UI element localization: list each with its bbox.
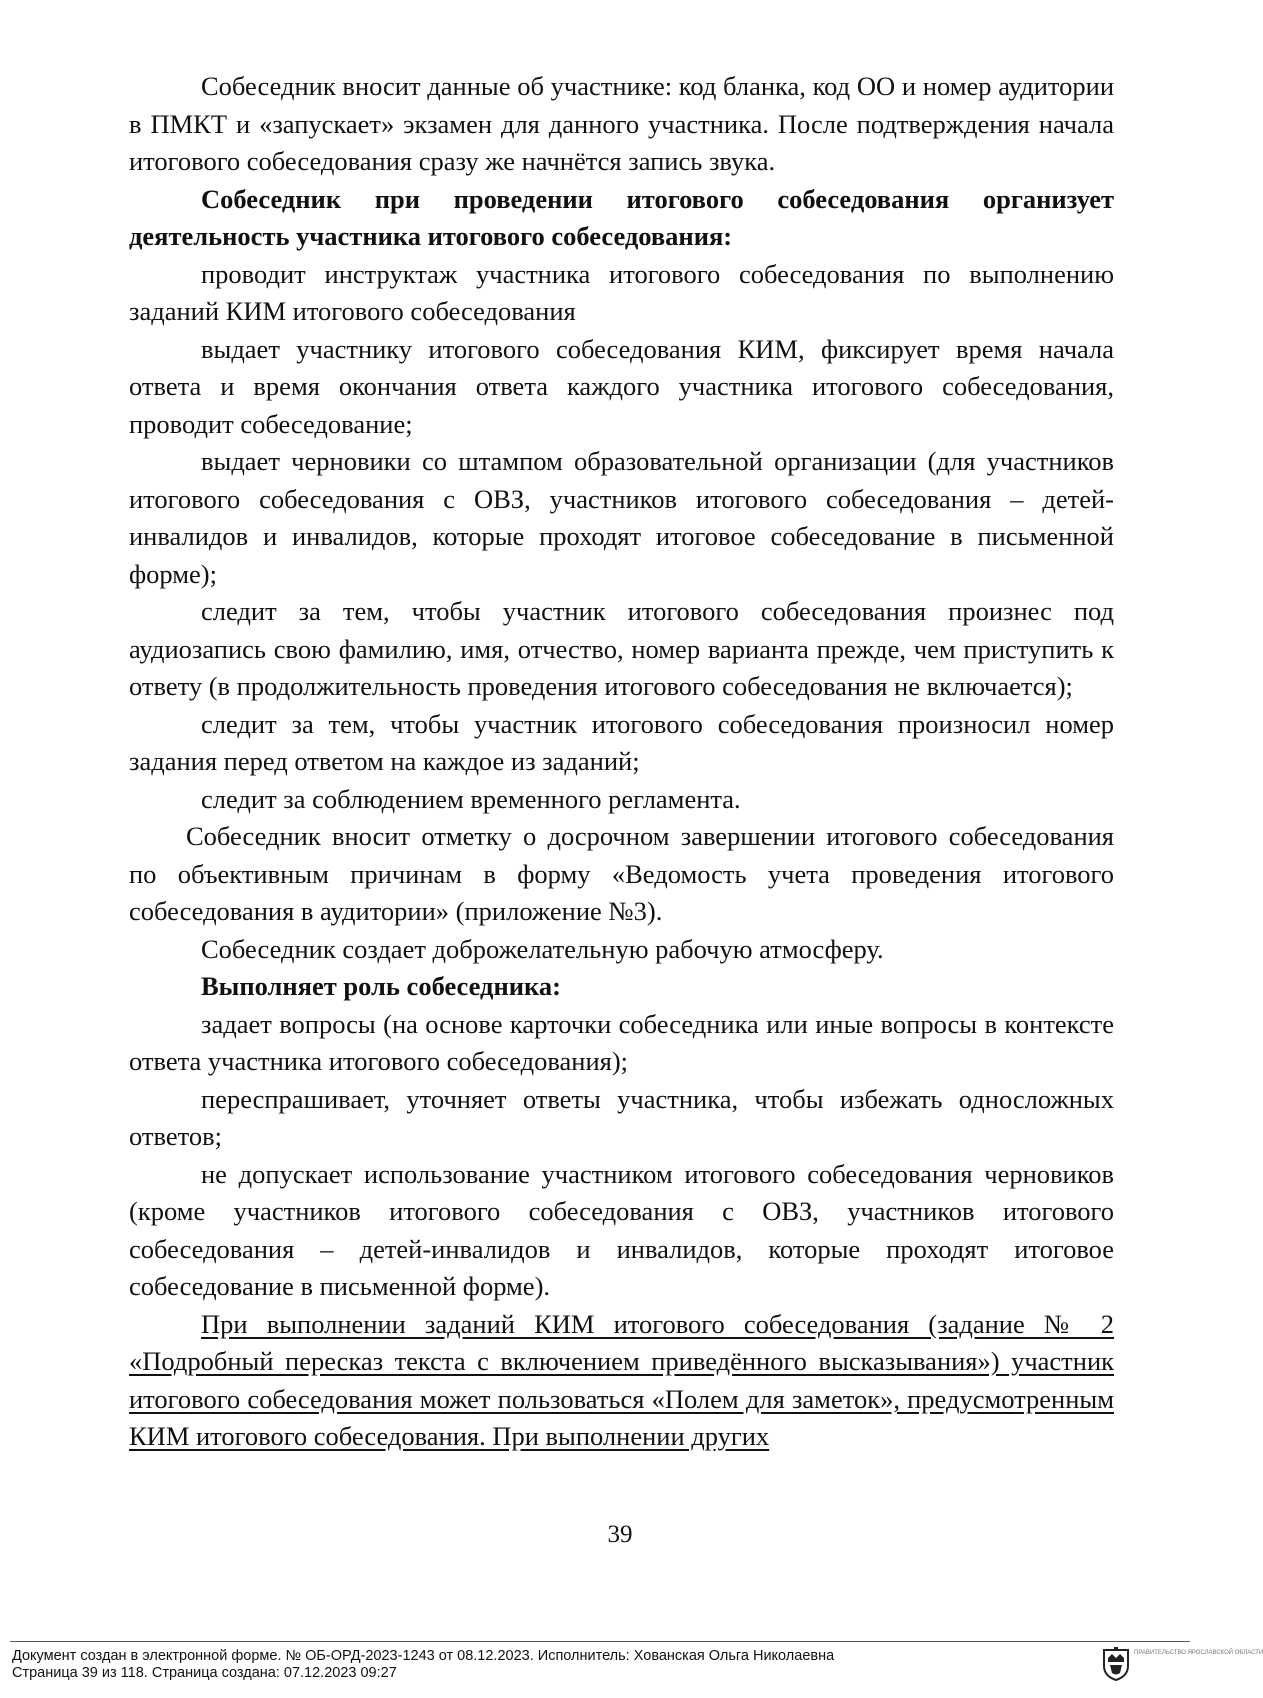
paragraph: Собеседник вносит данные об участнике: код бланка, код ОО и номер аудитории в ПМКТ и «запускает» экзамен для данного участника. После подтверждения начала итогового собеседования сразу же начнётся запись звука. xyxy=(129,71,1114,176)
footer-page-line: Страница 39 из 118. Страница создана: 07.12.2023 09:27 xyxy=(12,1665,397,1681)
footer-info xyxy=(12,1648,834,1682)
document-body xyxy=(129,68,1114,1456)
list-item: следит за тем, чтобы участник итогового собеседования произносил номер задания перед ответом на каждое из заданий; xyxy=(129,708,1114,776)
section-heading: Собеседник при проведении итогового собеседования организует деятельность участника итогового собеседования: xyxy=(129,183,1114,251)
list-item: следит за соблюдением временного регламента. xyxy=(201,783,741,814)
coat-of-arms-icon xyxy=(1102,1646,1130,1682)
list-item: выдает участнику итогового собеседования КИМ, фиксирует время начала ответа и время окончания ответа каждого участника итогового собеседования, проводит собеседование; xyxy=(129,333,1114,439)
section-heading: Выполняет роль собеседника: xyxy=(201,971,561,1001)
footer-document-line: Документ создан в электронной форме. № ОБ-ОРД-2023-1243 от 08.12.2023. Исполнитель: Хованская Ольга Николаевна xyxy=(12,1648,835,1664)
list-item: не допускает использование участником итогового собеседования черновиков (кроме участников итогового собеседования с ОВЗ, участников итогового собеседования – детей-инвалидов и инвалидов, которые проходят итоговое собеседование в письменной форме). xyxy=(129,1158,1114,1301)
paragraph: Собеседник создает доброжелательную рабочую атмосферу. xyxy=(201,933,884,964)
footer-organization: ПРАВИТЕЛЬСТВО ЯРОСЛАВСКОЙ ОБЛАСТИ xyxy=(1134,1650,1263,1656)
list-item: переспрашивает, уточняет ответы участника, чтобы избежать односложных ответов; xyxy=(129,1083,1114,1151)
underlined-paragraph: При выполнении заданий КИМ итогового собеседования (задание № 2 «Подробный пересказ текста с включением приведённого высказывания») участник итогового собеседования может пользоваться «Полем для заметок», предусмотренным КИМ итогового собеседования. При выполнении других xyxy=(129,1308,1114,1451)
page-number: 39 xyxy=(607,1521,633,1548)
footer-divider xyxy=(10,1641,1190,1642)
list-item: выдает черновики со штампом образовательной организации (для участников итогового собеседования с ОВЗ, участников итогового собеседования – детей-инвалидов и инвалидов, которые проходят итоговое собеседование в письменной форме); xyxy=(129,446,1114,589)
list-item: проводит инструктаж участника итогового собеседования по выполнению заданий КИМ итогового собеседования xyxy=(129,258,1114,326)
paragraph: Собеседник вносит отметку о досрочном завершении итогового собеседования по объективным причинам в форму «Ведомость учета проведения итогового собеседования в аудитории» (приложение №3). xyxy=(129,821,1114,926)
list-item: следит за тем, чтобы участник итогового собеседования произнес под аудиозапись свою фамилию, имя, отчество, номер варианта прежде, чем приступить к ответу (в продолжительность проведения итогового собеседования не включается); xyxy=(129,596,1114,701)
list-item: задает вопросы (на основе карточки собеседника или иные вопросы в контексте ответа участника итогового собеседования); xyxy=(129,1008,1114,1076)
